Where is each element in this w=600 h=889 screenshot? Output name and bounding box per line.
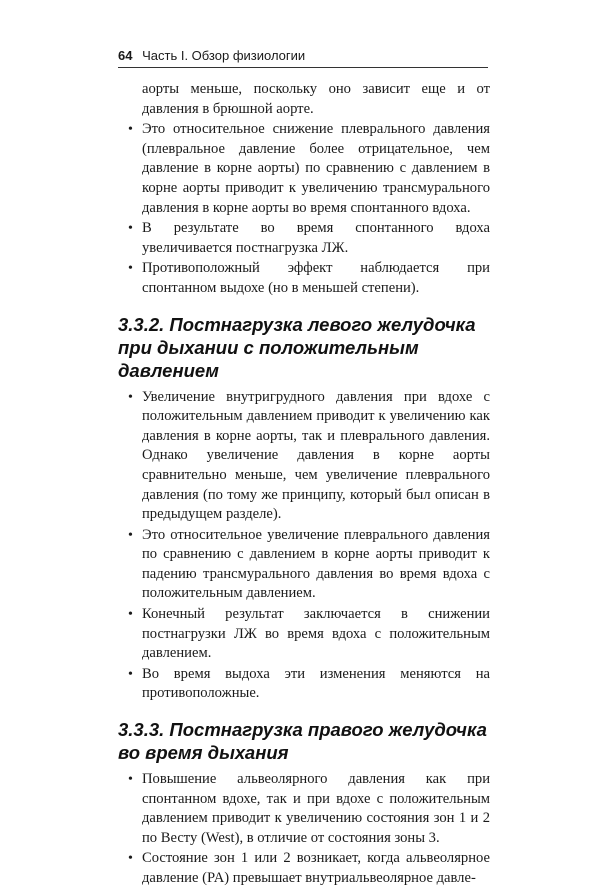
list-item — [118, 526, 490, 604]
section-heading-333 — [118, 718, 490, 764]
list-item — [118, 605, 490, 664]
running-header — [118, 48, 488, 68]
continued-paragraph: аорты меньше, поскольку оно зависит еще и от давления в брюшной аорте. — [142, 81, 490, 117]
section-333-bullet-list — [118, 770, 490, 889]
page-body — [118, 80, 490, 889]
section-heading-line: 3.3.3. Постнагрузка правого желудочка — [118, 719, 487, 741]
bullet-icon: • — [128, 122, 133, 138]
section-heading-line: при дыхании с положительным давлением — [118, 336, 419, 381]
list-item-text: Состояние зон 1 или 2 возникает, когда альвеолярное давление (PA) превышает внутриальвеолярное давле- — [142, 850, 490, 886]
list-item-text: Это относительное увеличение плеврального давления по сравнению с давлением в корне аорты приводит к падению трансмурального давления во время вдоха с положительным давлением. — [142, 526, 490, 602]
bullet-icon: • — [128, 527, 133, 543]
list-item-text: Увеличение внутригрудного давления при вдохе с положительным давлением приводит к увеличению как давления в корне аорты, так и плеврального давления. Однако увеличение давления в корне аорты сравнительно меньше, чем увеличение плеврального давления (по тому же принципу, который был описан в предыдущем разделе). — [142, 388, 490, 523]
list-item — [118, 849, 490, 888]
bullet-icon: • — [128, 221, 133, 237]
bullet-icon: • — [128, 261, 133, 277]
section-heading-332 — [118, 313, 490, 382]
list-item — [118, 770, 490, 848]
list-item-text: Это относительное снижение плеврального давления (плевральное давление более отрицательное, чем давление в корне аорты) по сравнению с давлением в корне аорты приводит к увеличению трансмурального давления в корне аорты во время спонтанного вдоха. — [142, 121, 490, 216]
list-item — [118, 219, 490, 258]
section-heading-line: во время дыхания — [118, 742, 289, 764]
list-item-text: Повышение альвеолярного давления как при спонтанном вдохе, так и при вдохе с положительным давлением приводит к увеличению состояния зон 1 и 2 по Весту (West), в отличие от состояния зоны 3. — [142, 771, 490, 846]
list-item — [118, 665, 490, 704]
bullet-icon: • — [128, 851, 133, 867]
section-heading-line: 3.3.2. Постнагрузка левого желудочка — [118, 313, 476, 335]
list-item-text: Конечный результат заключается в снижении постнагрузки ЛЖ во время вдоха с положительным давлением. — [142, 606, 490, 662]
list-item-text: Во время выдоха эти изменения меняются на противоположные. — [142, 665, 490, 702]
section-332-bullet-list — [118, 388, 490, 705]
list-item-text: В результате во время спонтанного вдоха увеличивается постнагрузка ЛЖ. — [142, 220, 490, 256]
list-item — [118, 388, 490, 525]
intro-bullet-list — [118, 120, 490, 298]
chapter-title: Часть I. Обзор физиологии — [142, 48, 306, 63]
bullet-icon: • — [128, 772, 133, 788]
bullet-icon: • — [128, 389, 133, 405]
bullet-icon: • — [128, 607, 133, 623]
list-item-text: Противоположный эффект наблюдается при спонтанном выдохе (но в меньшей степени). — [142, 260, 490, 296]
bullet-icon: • — [128, 666, 133, 682]
list-item — [118, 259, 490, 298]
list-item — [118, 120, 490, 218]
page-number: 64 — [118, 48, 133, 63]
